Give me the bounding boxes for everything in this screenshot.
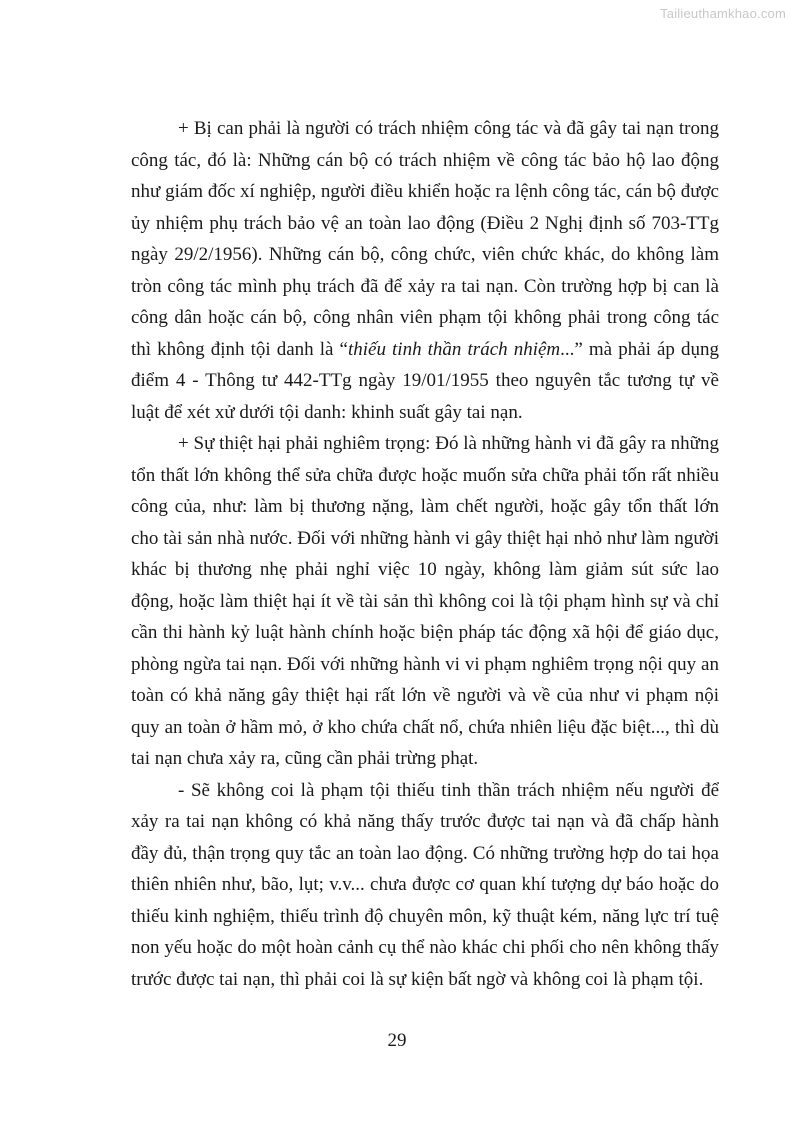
watermark: Tailieuthamkhao.com xyxy=(660,6,786,21)
paragraph-1 xyxy=(131,113,719,428)
paragraph-3: - Sẽ không coi là phạm tội thiếu tinh thần trách nhiệm nếu người để xảy ra tai nạn không có khả năng thấy trước được tai nạn và đã chấp hành đầy đủ, thận trọng quy tắc an toàn lao động. Có những trường hợp do tai họa thiên nhiên như, bão, lụt; v.v... chưa được cơ quan khí tượng dự báo hoặc do thiếu kinh nghiệm, thiếu trình độ chuyên môn, kỹ thuật kém, năng lực trí tuệ non yếu hoặc do một hoàn cảnh cụ thể nào khác chi phối cho nên không thấy trước được tai nạn, thì phải coi là sự kiện bất ngờ và không coi là phạm tội. xyxy=(131,779,719,990)
paragraph-1-italic-phrase: thiếu tinh thần trách nhiệm xyxy=(347,338,561,360)
paragraph-1-text-start: + Bị can phải là người có trách nhiệm công tác và đã gây tai nạn trong công tác, đó là: Những cán bộ có trách nhiệm về công tác bảo hộ lao động như giám đốc xí nghiệp, người điều khiển hoặc ra lệnh công tác, cán bộ được ủy nhiệm phụ trách bảo vệ an toàn lao động (Điều 2 Nghị định số 703-TTg ngày 29/2/1956). Những cán bộ, công chức, viên chức khác, do không làm tròn công tác mình phụ trách đã để xảy ra tai nạn. Còn trường hợp bị can là công dân hoặc cán bộ, công nhân viên phạm tội không phải trong công tác thì không định tội danh là “ xyxy=(131,118,719,360)
document-body xyxy=(131,113,719,995)
paragraph-2: + Sự thiệt hại phải nghiêm trọng: Đó là những hành vi đã gây ra những tổn thất lớn không thể sửa chữa được hoặc muốn sửa chữa phải tốn rất nhiều công của, như: làm bị thương nặng, làm chết người, hoặc gây tổn thất lớn cho tài sản nhà nước. Đối với những hành vi gây thiệt hại nhỏ như làm người khác bị thương nhẹ phải nghỉ việc 10 ngày, không làm giảm sút sức lao động, hoặc làm thiệt hại ít về tài sản thì không coi là tội phạm hình sự và chỉ cần thi hành kỷ luật hành chính hoặc biện pháp tác động xã hội để giáo dục, phòng ngừa tai nạn. Đối với những hành vi vi phạm nghiêm trọng nội quy an toàn có khả năng gây thiệt hại rất lớn về người và về của như vi phạm nội quy an toàn ở hầm mỏ, ở kho chứa chất nổ, chứa nhiên liệu đặc biệt..., thì dù tai nạn chưa xảy ra, cũng cần phải trừng phạt. xyxy=(131,433,719,769)
page-number: 29 xyxy=(387,1030,407,1051)
paragraph-1-text-end: ...” mà phải áp dụng điểm 4 - Thông tư 442-TTg ngày 19/01/1955 theo nguyên tắc tương tự về luật để xét xử dưới tội danh: khinh suất gây tai nạn. xyxy=(131,338,719,423)
